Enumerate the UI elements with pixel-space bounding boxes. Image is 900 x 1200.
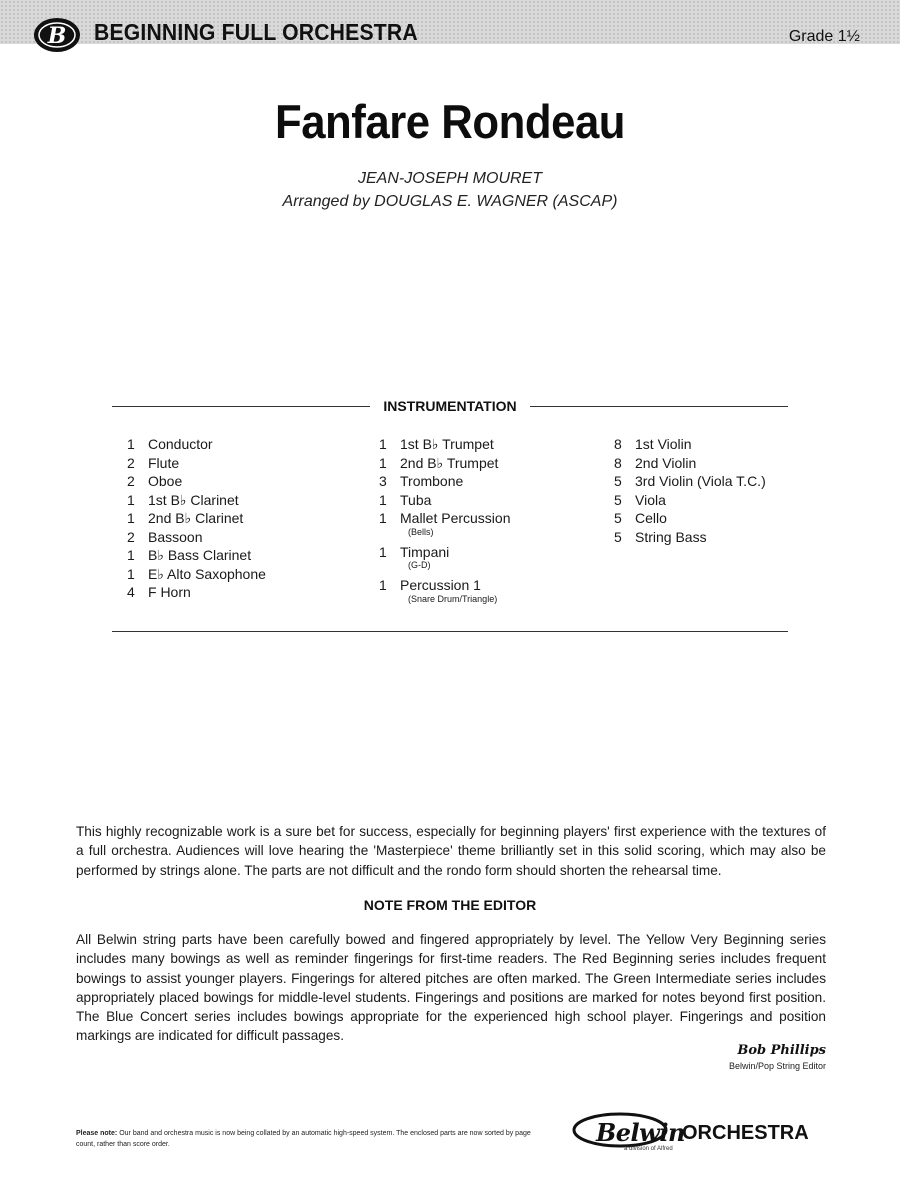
instrument-name: Timpani bbox=[400, 543, 450, 560]
instrument-quantity: 4 bbox=[127, 584, 135, 600]
instrument-name: 1st Violin bbox=[635, 436, 692, 452]
editor-signature: Bob Phillips bbox=[737, 1043, 826, 1058]
instrument-name: Tuba bbox=[400, 491, 432, 508]
grade-label: Grade 1½ bbox=[788, 28, 860, 45]
instrument-quantity: 1 bbox=[379, 543, 387, 560]
instrument-quantity: 1 bbox=[127, 510, 135, 526]
series-title: BEGINNING FULL ORCHESTRA bbox=[94, 19, 418, 45]
footer-note-label: Please note: bbox=[76, 1130, 118, 1137]
arranger-credit: Arranged by DOUGLAS E. WAGNER (ASCAP) bbox=[282, 193, 618, 210]
instrument-name: 3rd Violin (Viola T.C.) bbox=[635, 473, 766, 489]
instrument-name: Bassoon bbox=[148, 528, 203, 545]
instrument-name: 1st B♭ Trumpet bbox=[400, 436, 494, 452]
instrument-quantity: 1 bbox=[379, 454, 387, 471]
footer-note-text: Our band and orchestra music is now being collated by an automatic high-speed system. The enclosed parts are now sorted by page count, rather than score order. bbox=[76, 1130, 531, 1148]
instrument-note: (Snare Drum/Triangle) bbox=[408, 593, 498, 604]
divider-bottom bbox=[112, 631, 788, 632]
instrument-name: 2nd B♭ Trumpet bbox=[400, 454, 499, 471]
editor-note-heading: NOTE FROM THE EDITOR bbox=[363, 897, 537, 913]
instrument-quantity: 5 bbox=[614, 528, 622, 545]
instrumentation-heading: INSTRUMENTATION bbox=[383, 398, 517, 414]
instrument-quantity: 3 bbox=[379, 473, 387, 489]
svg-text:B: B bbox=[47, 23, 67, 49]
instrument-quantity: 2 bbox=[127, 454, 135, 471]
instrument-name: 2nd B♭ Clarinet bbox=[148, 510, 244, 526]
instrument-name: String Bass bbox=[635, 528, 707, 545]
description-paragraph: This highly recognizable work is a sure bet for success, especially for beginning players' first experience with the textures of a full orchestra. Audiences will love hearing the 'Masterpiece' theme brilliantly set in this solid scoring, which may also be performed by strings alone. The parts are not difficult and the rondo form should shorten the rehearsal time. bbox=[76, 824, 826, 878]
instrument-name: Conductor bbox=[148, 436, 213, 452]
editor-note-paragraph: All Belwin string parts have been carefully bowed and fingered appropriately by level. The Yellow Very Beginning series includes many bowings as well as reminder fingerings for first-time readers. The Red Beginning series includes frequent bowings to assist younger players. Fingerings for altered pitches are often marked. The Green Intermediate series includes appropriately placed bowings for middle-level students. Fingerings and positions are marked for notes beyond first position. The Blue Concert series includes bowings appropriate for the experienced high school player. Fingerings and position markings are indicated for difficult passages. bbox=[76, 932, 826, 1044]
instrument-quantity: 2 bbox=[127, 473, 135, 489]
instrument-quantity: 8 bbox=[614, 436, 622, 452]
instrument-name: Trombone bbox=[400, 473, 464, 489]
composer-credit: JEAN-JOSEPH MOURET bbox=[357, 170, 542, 187]
instrument-name: F Horn bbox=[148, 584, 191, 600]
instrument-name: B♭ Bass Clarinet bbox=[148, 547, 252, 563]
instrument-quantity: 1 bbox=[127, 436, 135, 452]
instrument-quantity: 5 bbox=[614, 473, 622, 489]
brand-name: Belwin bbox=[596, 1118, 685, 1147]
footer-note bbox=[76, 1128, 546, 1150]
instrument-quantity: 5 bbox=[614, 510, 622, 526]
instrument-name: 2nd Violin bbox=[635, 454, 697, 471]
brand-subtitle: a division of Alfred bbox=[624, 1146, 673, 1152]
instrument-name: Oboe bbox=[148, 473, 183, 489]
instrument-quantity: 1 bbox=[379, 491, 387, 508]
instrument-name: Mallet Percussion bbox=[400, 510, 511, 526]
instrument-name: Percussion 1 bbox=[400, 577, 481, 593]
instrument-name: Viola bbox=[635, 491, 666, 508]
instrument-name: Cello bbox=[635, 510, 667, 526]
instrument-quantity: 8 bbox=[614, 454, 622, 471]
instrument-quantity: 1 bbox=[127, 565, 135, 582]
page-title: Fanfare Rondeau bbox=[274, 95, 626, 148]
instrument-quantity: 1 bbox=[127, 491, 135, 508]
signature-caption: Belwin/Pop String Editor bbox=[728, 1061, 826, 1071]
instrument-name: E♭ Alto Saxophone bbox=[148, 565, 266, 582]
belwin-b-logo-icon bbox=[32, 14, 82, 56]
instrument-note: (G-D) bbox=[408, 560, 431, 570]
instrument-quantity: 2 bbox=[127, 528, 135, 545]
instrument-quantity: 1 bbox=[379, 510, 387, 526]
instrument-name: 1st B♭ Clarinet bbox=[148, 491, 239, 508]
instrument-name: Flute bbox=[148, 454, 180, 471]
instrument-note: (Bells) bbox=[408, 526, 434, 537]
instrument-quantity: 1 bbox=[379, 436, 387, 452]
instrument-quantity: 1 bbox=[379, 577, 387, 593]
brand-suffix: ORCHESTRA bbox=[682, 1122, 809, 1144]
instrument-quantity: 5 bbox=[614, 491, 622, 508]
instrument-quantity: 1 bbox=[127, 547, 135, 563]
